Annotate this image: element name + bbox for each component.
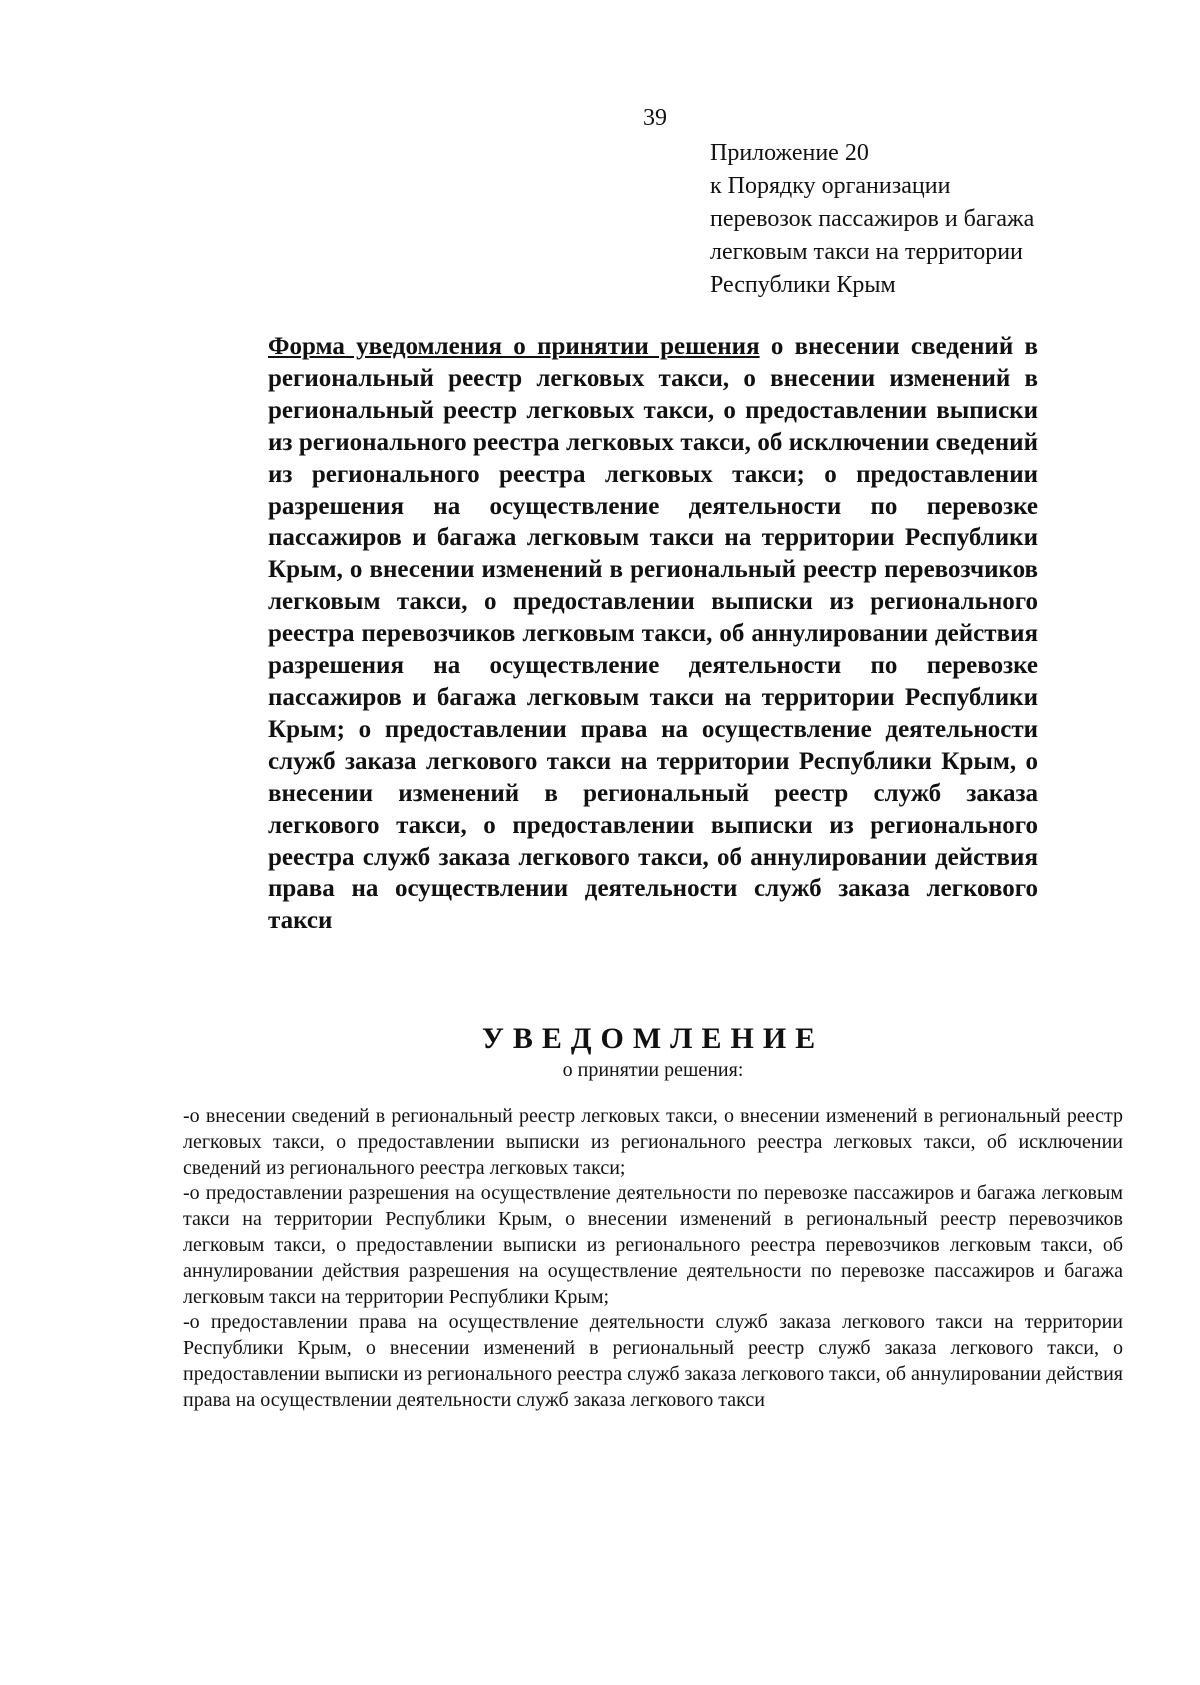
notice-paragraph: -о внесении сведений в региональный реестр легковых такси, о внесении изменений в региональный реестр легковых такси, о предоставлении выписки из регионального реестра легковых такси, об исключении сведений из регионального реестра легковых такси;	[183, 1105, 1123, 1179]
page-number: 39	[643, 105, 667, 131]
form-title	[268, 331, 1038, 937]
appendix-line: перевозок пассажиров и багажа	[710, 206, 1035, 232]
form-title-underlined: Форма уведомления о принятии решения	[268, 333, 760, 360]
notice-paragraph: -о предоставлении разрешения на осуществление деятельности по перевозке пассажиров и багажа легковым такси на территории Республики Крым, о внесении изменений в региональный реестр перевозчиков легковым такси, о предоставлении выписки из регионального реестра перевозчиков легковым такси, об аннулировании действия разрешения на осуществление деятельности по перевозке пассажиров и багажа легковым такси на территории Республики Крым;	[183, 1182, 1123, 1308]
appendix-line: к Порядку организации	[710, 173, 951, 199]
notice-body	[183, 1104, 1123, 1414]
appendix-line: легковым такси на территории	[710, 239, 1023, 265]
notice-heading: УВЕДОМЛЕНИЕ	[481, 1022, 825, 1055]
form-title-rest: о внесении сведений в региональный реестр легковых такси, о внесении изменений в региональный реестр легковых такси, о предоставлении выписки из регионального реестра легковых такси, об исключении сведений из регионального реестра легковых такси; о предоставлении разрешения на осуществление деятельности по перевозке пассажиров и багажа легковым такси на территории Республики Крым, о внесении изменений в региональный реестр перевозчиков легковым такси, о предоставлении выписки из регионального реестра перевозчиков легковым такси, об аннулировании действия разрешения на осуществление деятельности по перевозке пассажиров и багажа легковым такси на территории Республики Крым; о предоставлении права на осуществление деятельности служб заказа легкового такси на территории Республики Крым, о внесении изменений в региональный реестр служб заказа легкового такси, о предоставлении выписки из регионального реестра служб заказа легкового такси, об аннулировании действия права на осуществлении деятельности служб заказа легкового такси	[268, 333, 1039, 935]
appendix-line: Приложение 20	[710, 140, 869, 166]
appendix-reference	[710, 137, 1140, 302]
notice-subheading: о принятии решения:	[562, 1059, 744, 1081]
notice-paragraph: -о предоставлении права на осуществление деятельности служб заказа легкового такси на территории Республики Крым, о внесении изменений в региональный реестр служб заказа легкового такси, о предоставлении выписки из регионального реестра служб заказа легкового такси, об аннулировании действия права на осуществлении деятельности служб заказа легкового такси	[183, 1311, 1123, 1411]
appendix-line: Республики Крым	[710, 272, 896, 298]
